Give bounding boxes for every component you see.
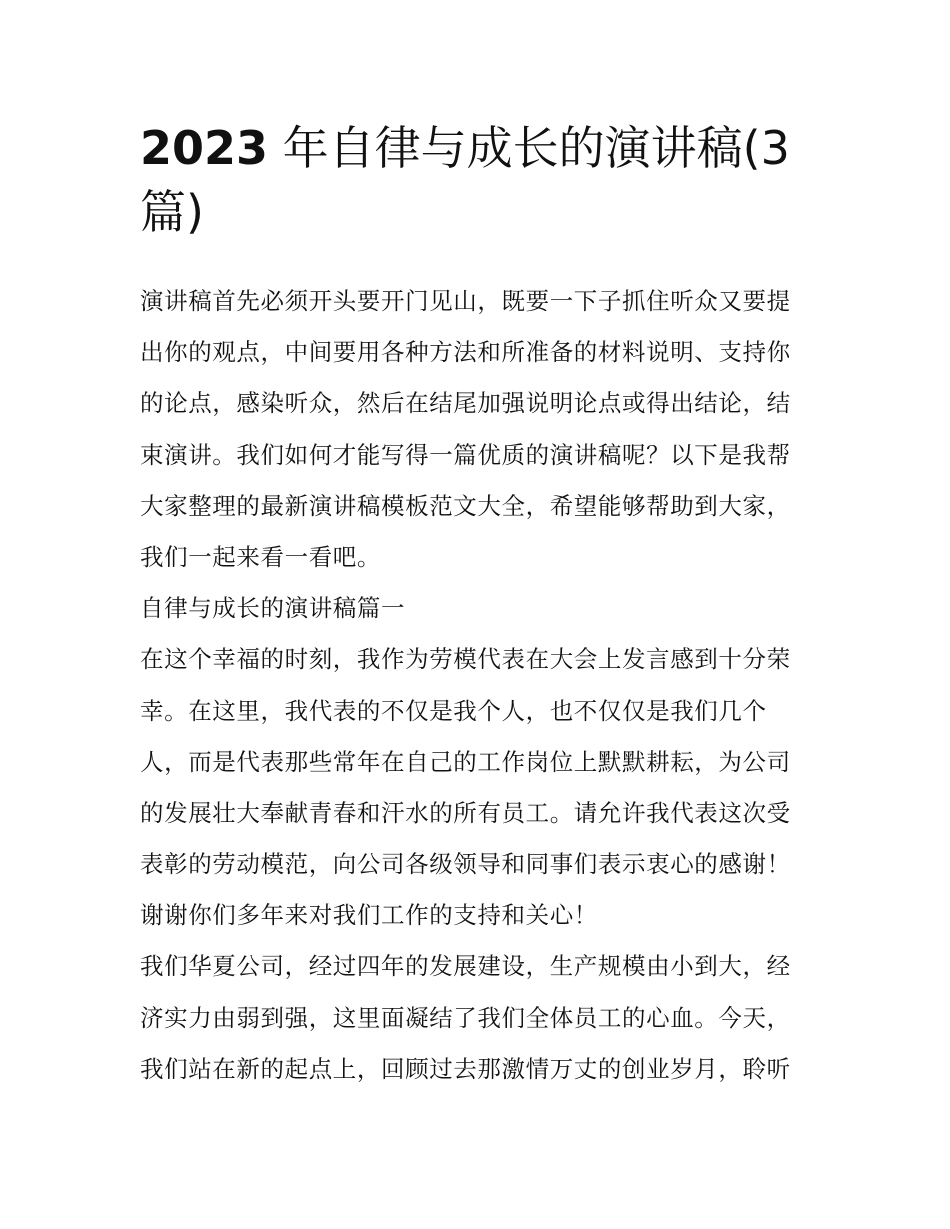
text-line: 束演讲。我们如何才能写得一篇优质的演讲稿呢？以下是我帮 — [140, 440, 791, 469]
text-line: 我们华夏公司，经过四年的发展建设，生产规模由小到大，经 — [140, 952, 791, 981]
title-text-line2: 篇) — [140, 185, 204, 239]
text-line: 济实力由弱到强，这里面凝结了我们全体员工的心血。今天， — [140, 1003, 791, 1032]
document-title — [140, 116, 820, 244]
text-line: 幸。在这里，我代表的不仅是我个人，也不仅仅是我们几个 — [140, 696, 767, 725]
text-line: 演讲稿首先必须开头要开门见山，既要一下子抓住听众又要提 — [140, 287, 791, 315]
title-year: 2023 — [140, 121, 269, 175]
text-line: 我们一起来看一看吧。 — [140, 542, 381, 571]
document-body — [140, 278, 820, 1097]
text-line: 人，而是代表那些常年在自己的工作岗位上默默耕耘，为公司 — [140, 747, 791, 776]
text-line: 的发展壮大奉献青春和汗水的所有员工。请允许我代表这次受 — [140, 798, 791, 827]
text-line: 在这个幸福的时刻，我作为劳模代表在大会上发言感到十分荣 — [140, 645, 791, 674]
text-line: 出你的观点，中间要用各种方法和所准备的材料说明、支持你 — [140, 338, 791, 367]
text-line: 表彰的劳动模范，向公司各级领导和同事们表示衷心的感谢！ — [140, 850, 791, 879]
text-line: 大家整理的最新演讲稿模板范文大全，希望能够帮助到大家， — [140, 491, 791, 520]
title-text: 年自律与成长的演讲稿(3 — [268, 121, 790, 175]
text-line: 的论点，感染听众，然后在结尾加强说明论点或得出结论，结 — [140, 389, 791, 418]
text-line: 我们站在新的起点上，回顾过去那激情万丈的创业岁月，聆听 — [140, 1054, 791, 1083]
text-line: 谢谢你们多年来对我们工作的支持和关心！ — [140, 901, 598, 930]
section-heading: 自律与成长的演讲稿篇一 — [140, 594, 406, 623]
